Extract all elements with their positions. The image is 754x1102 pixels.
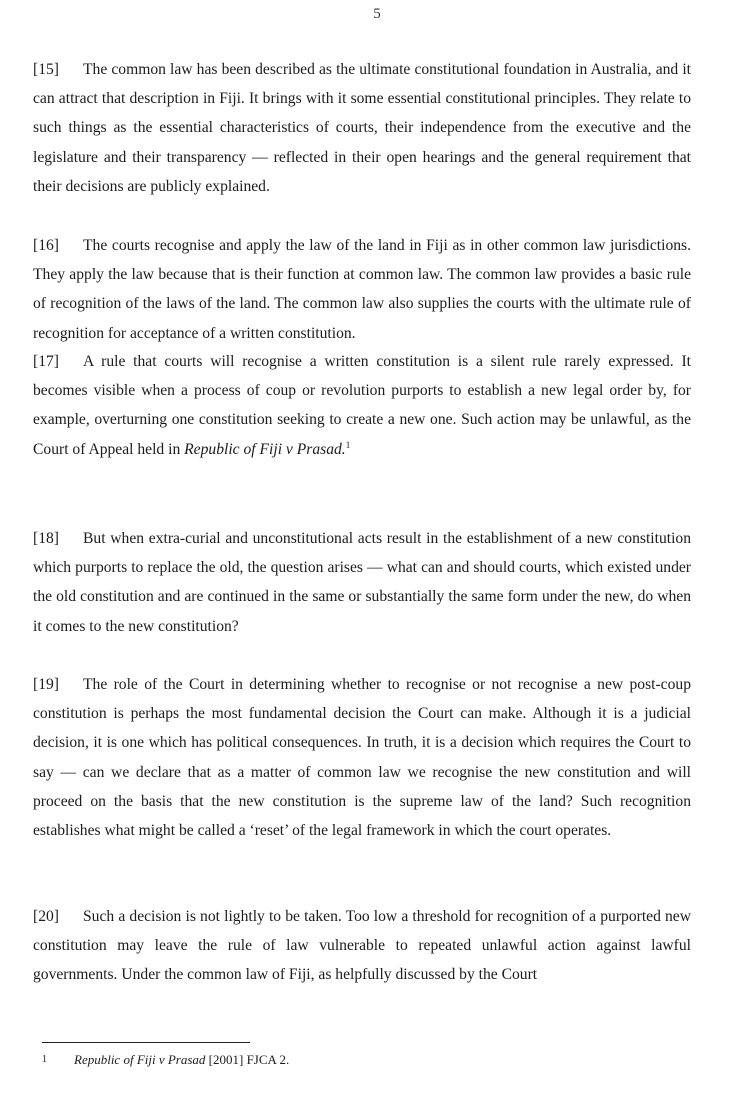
paragraph-18 [33, 524, 691, 641]
paragraph-text: A rule that courts will recognise a written constitution is a silent rule rarely expressed. It becomes visible when a process of coup or revolution purports to establish a new legal order by, for example, overturning one constitution seeking to create a new one. Such action may be unlawful, as the Court of Appeal held in [33, 353, 691, 458]
paragraph-number: [18] [33, 530, 59, 547]
paragraph-text: But when extra-curial and unconstitutional acts result in the establishment of a new constitution which purports to replace the old, the question arises — what can and should courts, which existed under the old constitution and are continued in the same or substantially the same form under the new, do when it comes to the new constitution? [33, 530, 691, 635]
footnote-case-name: Republic of Fiji v Prasad [74, 1052, 206, 1067]
paragraph-text: Such a decision is not lightly to be taken. Too low a threshold for recognition of a purported new constitution may leave the rule of law vulnerable to repeated unlawful action against lawful governments. Under the common law of Fiji, as helpfully discussed by the Court [33, 908, 691, 984]
paragraph-19 [33, 670, 691, 845]
paragraph-number: [20] [33, 908, 59, 925]
case-name: Republic of Fiji v Prasad. [184, 440, 346, 458]
footnote-number: 1 [42, 1054, 47, 1065]
paragraph-number: [19] [33, 676, 59, 693]
paragraph-20 [33, 902, 691, 990]
paragraph-16 [33, 231, 691, 348]
paragraph-number: [15] [33, 61, 59, 78]
footnote-1 [42, 1052, 289, 1068]
page-number: 5 [373, 6, 381, 22]
paragraph-number: [17] [33, 353, 59, 370]
paragraph-text: The common law has been described as the ultimate constitutional foundation in Australia, and it can attract that description in Fiji. It brings with it some essential constitutional principles. They relate to such things as the essential characteristics of courts, their independence from the executive and the legislature and their transparency — reflected in their open hearings and the general requirement that their decisions are publicly explained. [33, 61, 691, 195]
footnote-citation: [2001] FJCA 2. [205, 1052, 290, 1067]
paragraph-text: The role of the Court in determining whether to recognise or not recognise a new post-coup constitution is perhaps the most fundamental decision the Court can make. Although it is a judicial decision, it is one which has political consequences. In truth, it is a decision which requires the Court to say — can we declare that as a matter of common law we recognise the new constitution and will proceed on the basis that the new constitution is the supreme law of the land? Such recognition establishes what might be called a ‘reset’ of the legal framework in which the court operates. [33, 676, 691, 840]
paragraph-text: The courts recognise and apply the law of the land in Fiji as in other common law jurisdictions. They apply the law because that is their function at common law. The common law provides a basic rule of recognition of the laws of the land. The common law also supplies the courts with the ultimate rule of recognition for acceptance of a written constitution. [33, 237, 691, 342]
footnote-divider [42, 1042, 250, 1043]
footnote-reference[interactable]: 1 [345, 439, 351, 450]
paragraph-17 [33, 347, 691, 464]
paragraph-15 [33, 55, 691, 201]
paragraph-number: [16] [33, 237, 59, 254]
